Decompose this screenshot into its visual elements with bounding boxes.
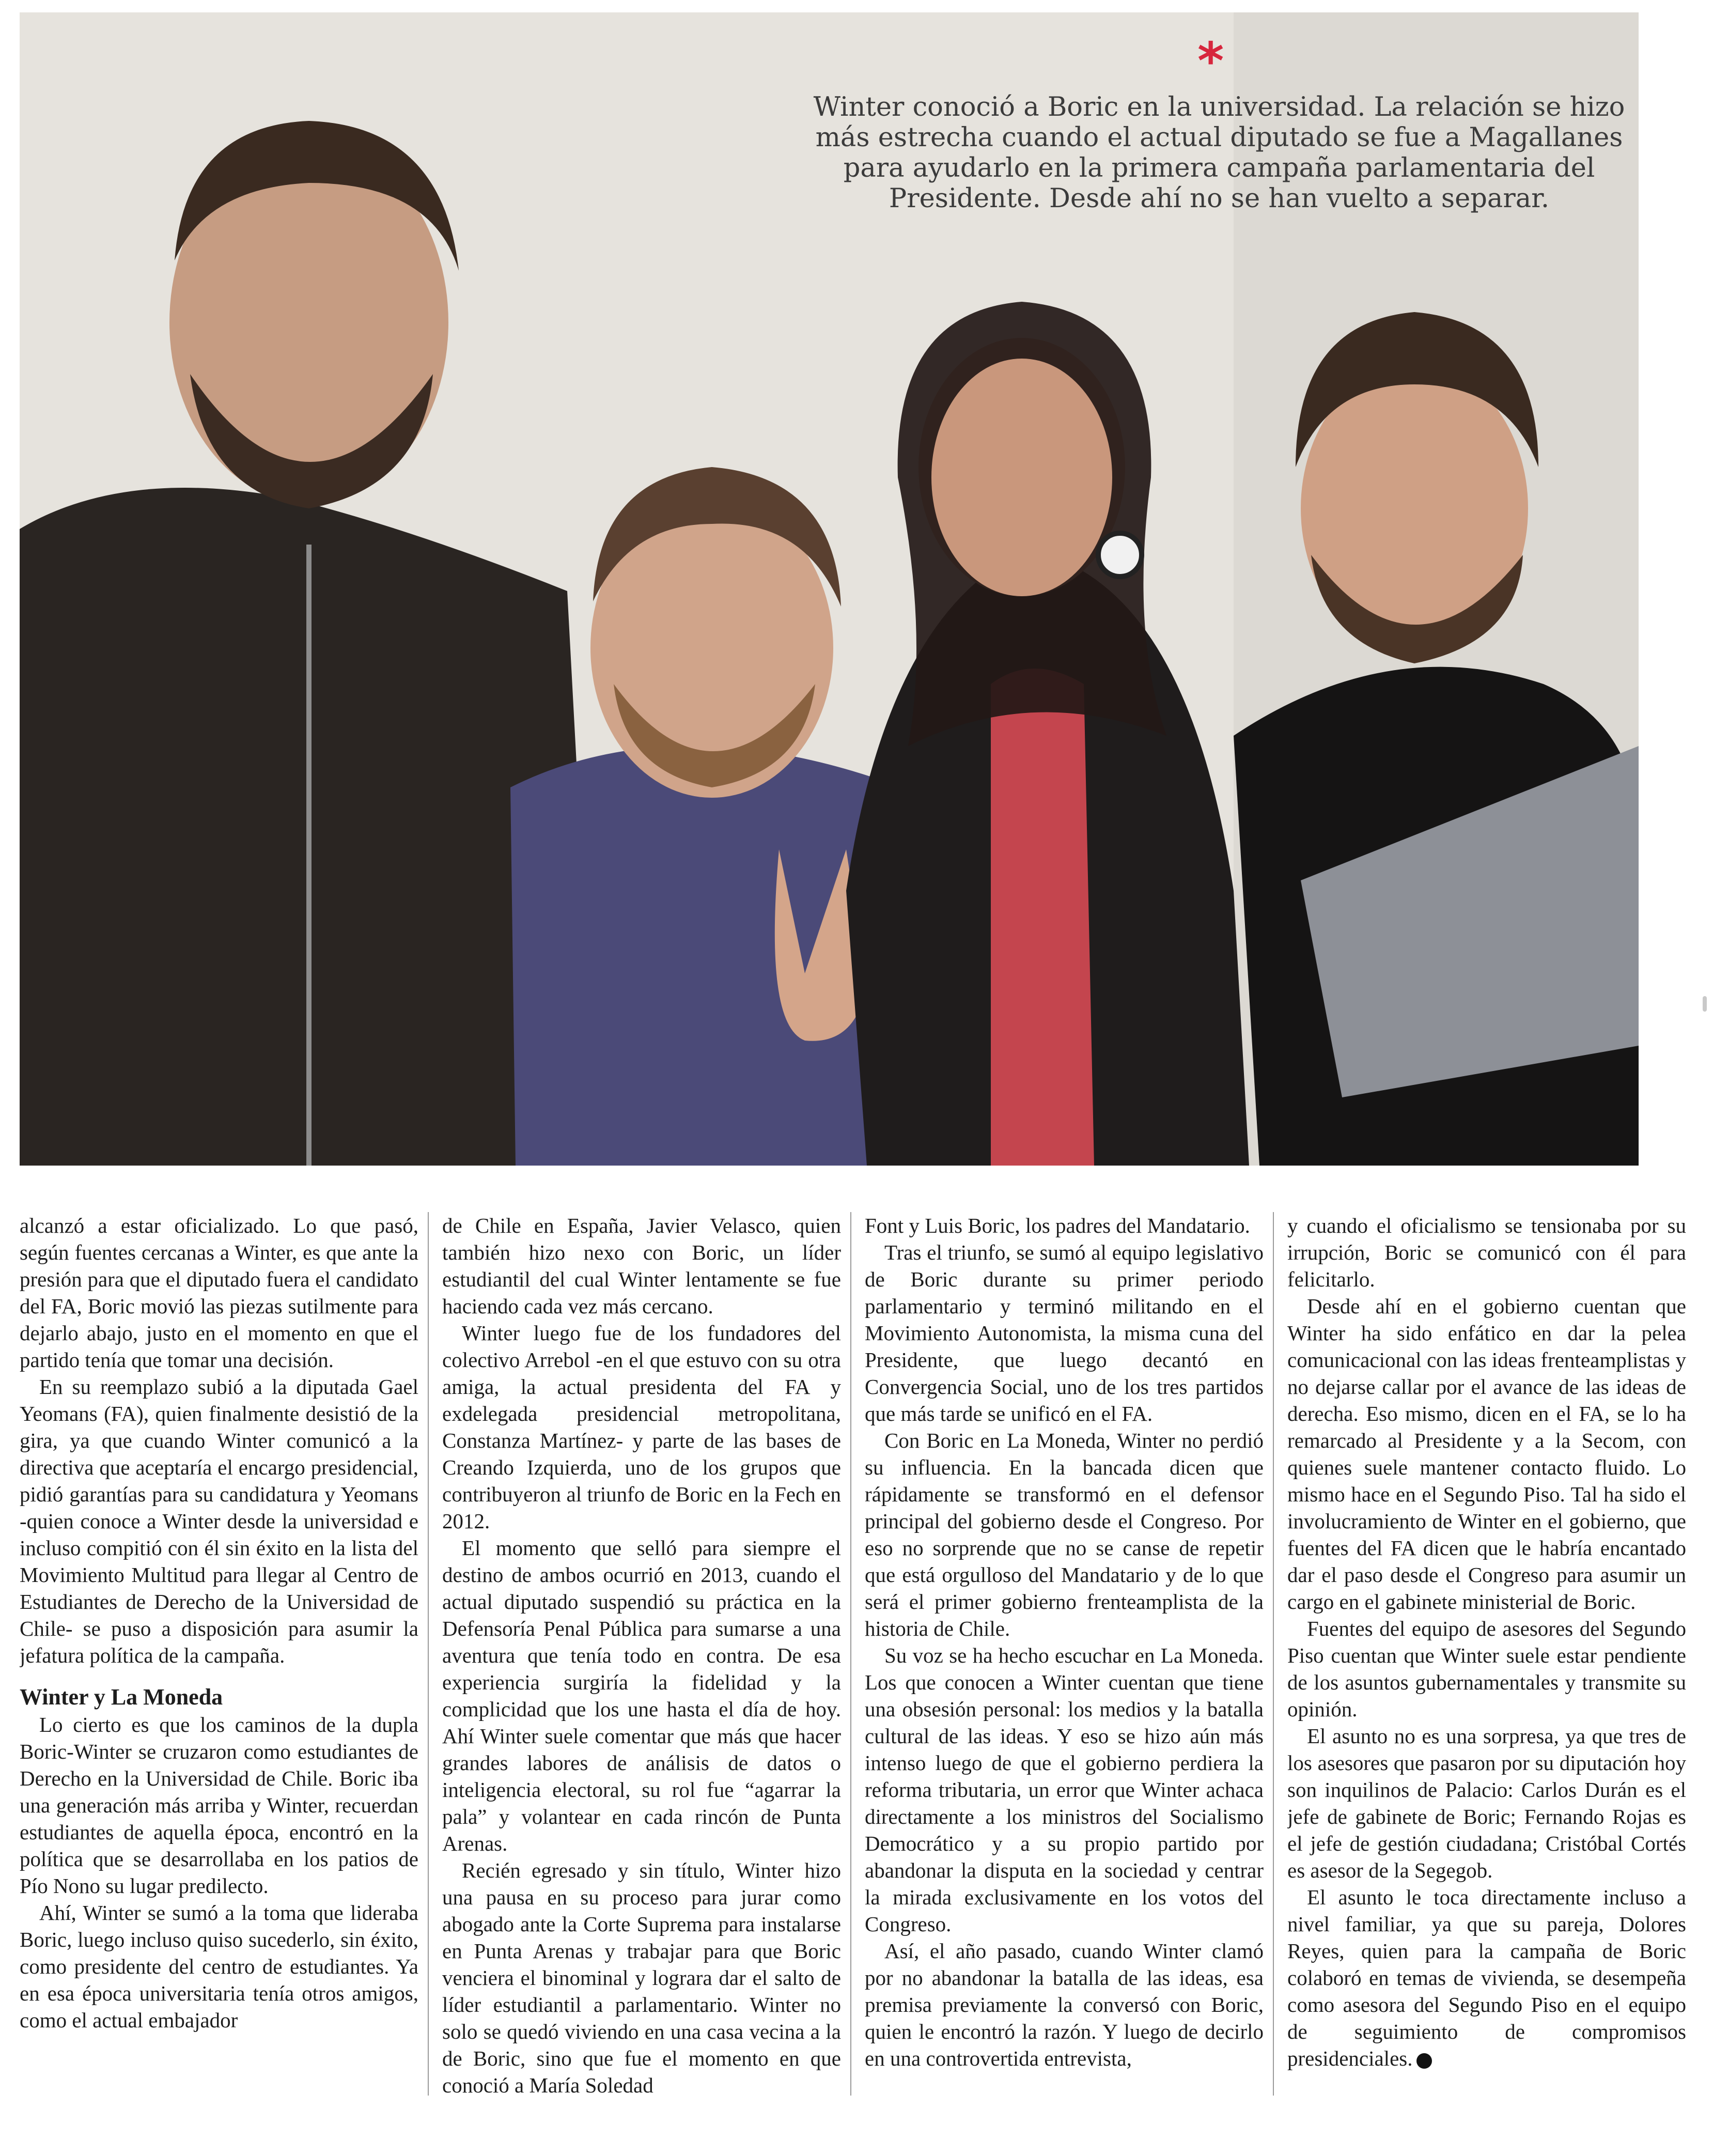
photo-caption: Winter conoció a Boric en la universidad. La relación se hizo más estrecha cuando el actual diputado se fue a Magallanes para ayudarlo en la primera campaña parlamentaria del Presidente. Desde ahí no se han vuelto a separar. (813, 92, 1625, 214)
paragraph: Font y Luis Boric, los padres del Mandatario. (865, 1214, 1250, 1237)
paragraph: Recién egresado y sin título, Winter hizo una pausa en su proceso para jurar como abogado ante la Corte Suprema para instalarse en Punta Arenas y trabajar para que Boric venciera el binominal y lograra dar el salto de líder estudiantil a parlamentario. Winter no solo se quedó viviendo en una casa vecina a la de Boric, sino que fue el momento en que conoció a María Soledad (442, 1858, 841, 2097)
paragraph: El asunto no es una sorpresa, ya que tres de los asesores que pasaron por su diputación hoy son inquilinos de Palacio: Carlos Durán es el jefe de gabinete de Boric; Fernando Rojas es el jefe de gestión ciudadana; Cristóbal Cortés es asesor de la Segegob. (1287, 1724, 1686, 1882)
paragraph: Ahí, Winter se sumó a la toma que lideraba Boric, luego incluso quiso sucederlo, sin éxito, como presidente del centro de estudiantes. Ya en esa época universitaria tenía otros amigos, como el actual embajador (20, 1901, 418, 2032)
paragraph: Winter luego fue de los fundadores del colectivo Arrebol -en el que estuvo con su otra amiga, la actual presidenta del FA y exdelegada presidencial metropolitana, Constanza Martínez- y parte de las bases de Creando Izquierda, uno de los grupos que contribuyeron al triunfo de Boric en la Fech en 2012. (442, 1321, 841, 1533)
paragraph: de Chile en España, Javier Velasco, quien también hizo nexo con Boric, un líder estudiantil del cual Winter lentamente se fue haciendo cada vez más cercano. (442, 1214, 841, 1318)
paragraph: alcanzó a estar oficializado. Lo que pasó, según fuentes cercanas a Winter, es que ante la presión para que el diputado fuera el candidato del FA, Boric movió las piezas sutilmente para dejarlo abajo, justo en el momento en que el partido tenía que tomar una decisión. (20, 1214, 418, 1372)
paragraph: Así, el año pasado, cuando Winter clamó por no abandonar la batalla de las ideas, esa premisa previamente la conversó con Boric, quien le encontró la razón. Y luego de decirlo en una controvertida entrevista, (865, 1939, 1264, 2070)
paragraph-text: El asunto le toca directamente incluso a nivel familiar, ya que su pareja, Dolores Reyes, quien para la campaña de Boric colaboró en temas de vivienda, se desempeña como asesora del Segundo Piso en el equipo de seguimiento de compromisos presidenciales. (1287, 1885, 1686, 2070)
article-column-1 (20, 1212, 418, 2132)
article-column-3 (865, 1212, 1264, 2132)
article-column-2 (442, 1212, 841, 2132)
paragraph: Su voz se ha hecho escuchar en La Moneda. Los que conocen a Winter cuentan que tiene una obsesión personal: los medios y la batalla cultural de las ideas. Y eso se hizo aún más intenso luego de que el gobierno perdiera la reforma tributaria, un error que Winter achaca directamente a los ministros del Socialismo Democrático y a su propio partido por abandonar la disputa en la sociedad y centrar la mirada exclusivamente en los votos del Congreso. (865, 1643, 1264, 1936)
paragraph: y cuando el oficialismo se tensionaba por su irrupción, Boric se comunicó con él para felicitarlo. (1287, 1214, 1686, 1291)
paragraph: Con Boric en La Moneda, Winter no perdió su influencia. En la bancada dicen que rápidamente se transformó en el defensor principal del gobierno desde el Congreso. Por eso no sorprende que no se canse de repetir que está orgulloso del Mandatario y de lo que será el primer gobierno frenteamplista de la historia de Chile. (865, 1429, 1264, 1640)
paragraph: Desde ahí en el gobierno cuentan que Winter ha sido enfático en dar la pelea comunicacional con las ideas frenteamplistas y no dejarse callar por el avance de las ideas de derecha. Eso mismo, dicen en el FA, se lo ha remarcado al Presidente y a la Secom, con quienes suele mantener contacto fluido. Lo mismo hace en el Segundo Piso. Tal ha sido el involucramiento de Winter en el gobierno, que fuentes del FA dicen que le habría encantado dar el paso desde el Congreso para asumir un cargo en el gabinete ministerial de Boric. (1287, 1294, 1686, 1614)
article-body (20, 1212, 1686, 2132)
article-column-4 (1287, 1212, 1686, 2132)
paragraph: El momento que selló para siempre el destino de ambos ocurrió en 2013, cuando el actual diputado suspendió su práctica en la Defensoría Penal Pública para sumarse a una aventura que tenía todo en contra. De esa experiencia surgiría la fidelidad y la complicidad que los une hasta el día de hoy. Ahí Winter suele comentar que más que hacer grandes labores de análisis de datos o inteligencia electoral, su rol fue “agarrar la pala” y volantear en cada rincón de Punta Arenas. (442, 1536, 841, 1855)
page-edge-mark (1703, 996, 1707, 1012)
caption-asterisk-icon: * (1197, 32, 1224, 91)
paragraph: Lo cierto es que los caminos de la dupla Boric-Winter se cruzaron como estudiantes de Derecho en la Universidad de Chile. Boric iba una generación más arriba y Winter, recuerdan estudiantes de aquella época, encontró en la política que se desarrollaba en los patios de Pío Nono su lugar predilecto. (20, 1713, 418, 1898)
paragraph: Tras el triunfo, se sumó al equipo legislativo de Boric durante su primer periodo parlamentario y terminó militando en el Movimiento Autonomista, la misma cuna del Presidente, que luego decantó en Convergencia Social, uno de los tres partidos que más tarde se unificó en el FA. (865, 1240, 1264, 1425)
paragraph: Fuentes del equipo de asesores del Segundo Piso cuentan que Winter suele estar pendiente de los asuntos gubernamentales y transmite su opinión. (1287, 1617, 1686, 1721)
paragraph: En su reemplazo subió a la diputada Gael Yeomans (FA), quien finalmente desistió de la gira, ya que cuando Winter comunicó a la directiva que aceptaría el encargo presidencial, pidió garantías para su candidatura y Yeomans -quien conoce a Winter desde la universidad e incluso compitió con él sin éxito en la lista del Movimiento Multitud para llegar al Centro de Estudiantes de Derecho de la Universidad de Chile- se puso a disposición para asumir la jefatura política de la campaña. (20, 1375, 418, 1667)
section-heading: Winter y La Moneda (20, 1684, 223, 1710)
last-paragraph (1287, 1884, 1686, 2072)
end-of-article-icon (1416, 2053, 1432, 2069)
